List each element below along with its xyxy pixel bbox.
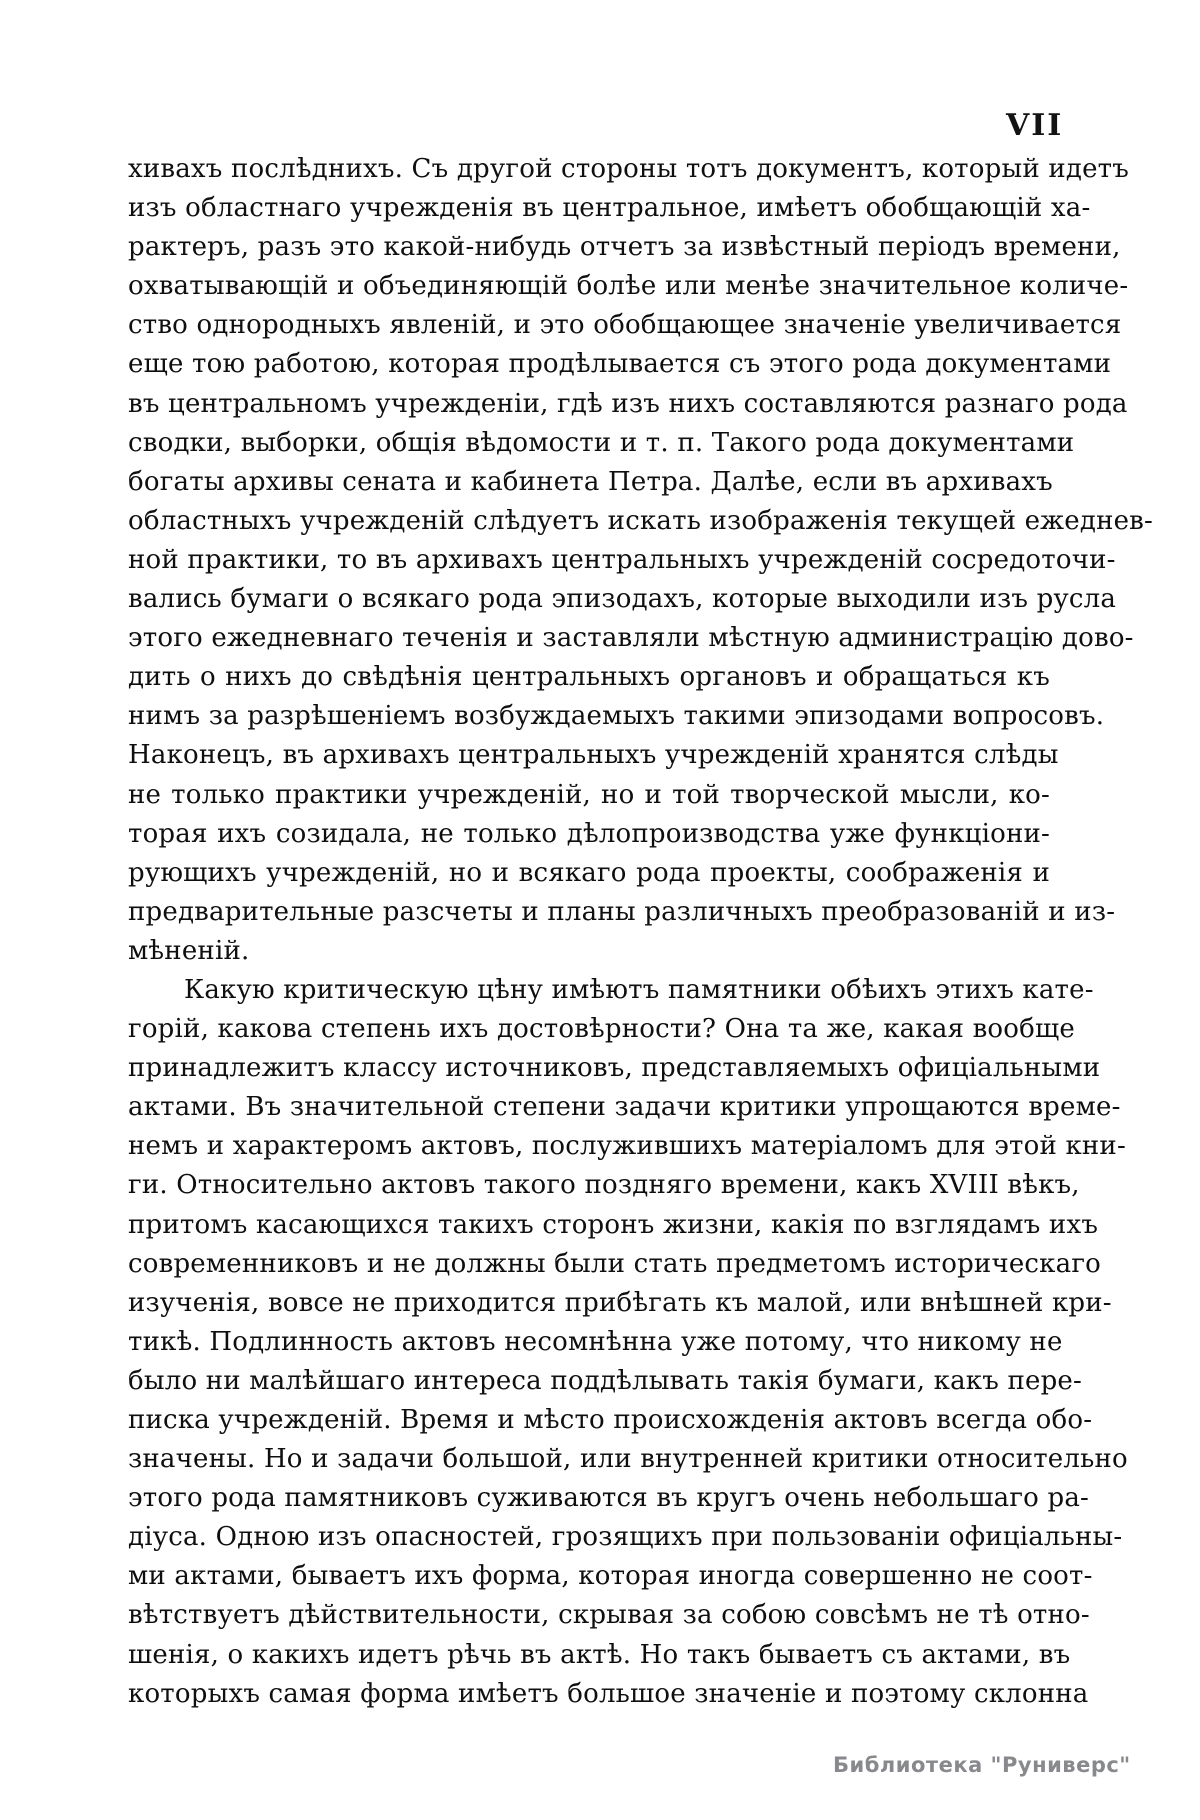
text-line: горій, какова степень ихъ достовѣрности? Она та же, какая вообще (128, 1014, 1075, 1045)
text-line: ги. Относительно актовъ такого поздняго времени, какъ XVIII вѣкъ, (128, 1170, 1080, 1201)
text-line: Какую критическую цѣну имѣютъ памятники обѣихъ этихъ кате- (184, 974, 1094, 1005)
text-line: Наконецъ, въ архивахъ центральныхъ учрежденій хранятся слѣды (128, 740, 1059, 771)
text-line: тикѣ. Подлинность актовъ несомнѣнна уже потому, что никому не (128, 1326, 1063, 1357)
text-line: богаты архивы сената и кабинета Петра. Далѣе, если въ архивахъ (128, 466, 1053, 497)
text-line: сводки, выборки, общія вѣдомости и т. п. Такого рода документами (128, 427, 1075, 458)
text-line: хивахъ послѣднихъ. Съ другой стороны тотъ документъ, который идетъ (128, 154, 1129, 184)
text-line: предварительные разсчеты и планы различныхъ преобразованій и из- (128, 896, 1116, 927)
text-line: нимъ за разрѣшеніемъ возбуждаемыхъ такими эпизодами вопросовъ. (128, 701, 1105, 732)
library-watermark: Библиотека "Руниверс" (833, 1753, 1131, 1777)
text-line: было ни малѣйшаго интереса поддѣлывать такія бумаги, какъ пере- (128, 1365, 1082, 1396)
text-line: торая ихъ созидала, не только дѣлопроизводства уже функціони- (128, 818, 1050, 849)
text-line: мѣненій. (128, 935, 250, 966)
text-line: вались бумаги о всякаго рода эпизодахъ, которые выходили изъ русла (128, 584, 1117, 615)
text-line: не только практики учрежденій, но и той творческой мысли, ко- (128, 779, 1050, 810)
text-line: охватывающій и объединяющій болѣе или менѣе значительное количе- (128, 271, 1129, 302)
text-line: значены. Но и задачи большой, или внутренней критики относительно (128, 1444, 1128, 1475)
text-line: ство однородныхъ явленій, и это обобщающее значеніе увеличивается (128, 310, 1122, 341)
text-line: дить о нихъ до свѣдѣнія центральныхъ органовъ и обращаться къ (128, 662, 1050, 693)
text-line: вѣтствуетъ дѣйствительности, скрывая за собою совсѣмъ не тѣ отно- (128, 1600, 1090, 1631)
text-line: шенія, о какихъ идетъ рѣчь въ актѣ. Но такъ бываетъ съ актами, въ (128, 1639, 1071, 1670)
text-line: этого ежедневнаго теченія и заставляли мѣстную администрацію дово- (128, 623, 1134, 654)
text-line: писка учрежденій. Время и мѣсто происхожденія актовъ всегда обо- (128, 1405, 1093, 1435)
text-line: современниковъ и не должны были стать предметомъ историческаго (128, 1248, 1102, 1279)
text-line: рующихъ учрежденій, но и всякаго рода проекты, соображенія и (128, 857, 1050, 888)
text-line: изученія, вовсе не приходится прибѣгать къ малой, или внѣшней кри- (128, 1287, 1112, 1318)
body-text (128, 150, 1154, 1714)
text-line: діуса. Одною изъ опасностей, грозящихъ при пользованіи офиціальны- (128, 1522, 1123, 1553)
text-line: еще тою работою, которая продѣлывается съ этого рода документами (128, 349, 1112, 380)
text-line: областныхъ учрежденій слѣдуетъ искать изображенія текущей ежеднев- (128, 505, 1154, 536)
text-line: изъ областнаго учрежденія въ центральное, имѣетъ обобщающій ха- (128, 193, 1091, 224)
text-line: немъ и характеромъ актовъ, послужившихъ матеріаломъ для этой кни- (128, 1131, 1126, 1162)
text-line: актами. Въ значительной степени задачи критики упрощаются време- (128, 1092, 1121, 1123)
text-line: притомъ касающихся такихъ сторонъ жизни, какія по взглядамъ ихъ (128, 1209, 1099, 1240)
text-line: рактеръ, разъ это какой-нибудь отчетъ за извѣстный періодъ времени, (128, 232, 1121, 263)
page-number: VII (1006, 108, 1064, 143)
text-line: которыхъ самая форма имѣетъ большое значеніе и поэтому склонна (128, 1678, 1089, 1709)
text-line: ной практики, то въ архивахъ центральныхъ учрежденій сосредоточи- (128, 544, 1116, 575)
text-line: въ центральномъ учрежденіи, гдѣ изъ нихъ составляются разнаго рода (128, 388, 1128, 419)
text-line: этого рода памятниковъ суживаются въ кругъ очень небольшаго ра- (128, 1483, 1090, 1514)
text-line: принадлежитъ классу источниковъ, представляемыхъ офиціальными (128, 1053, 1101, 1084)
text-line: ми актами, бываетъ ихъ форма, которая иногда совершенно не соот- (128, 1561, 1093, 1592)
